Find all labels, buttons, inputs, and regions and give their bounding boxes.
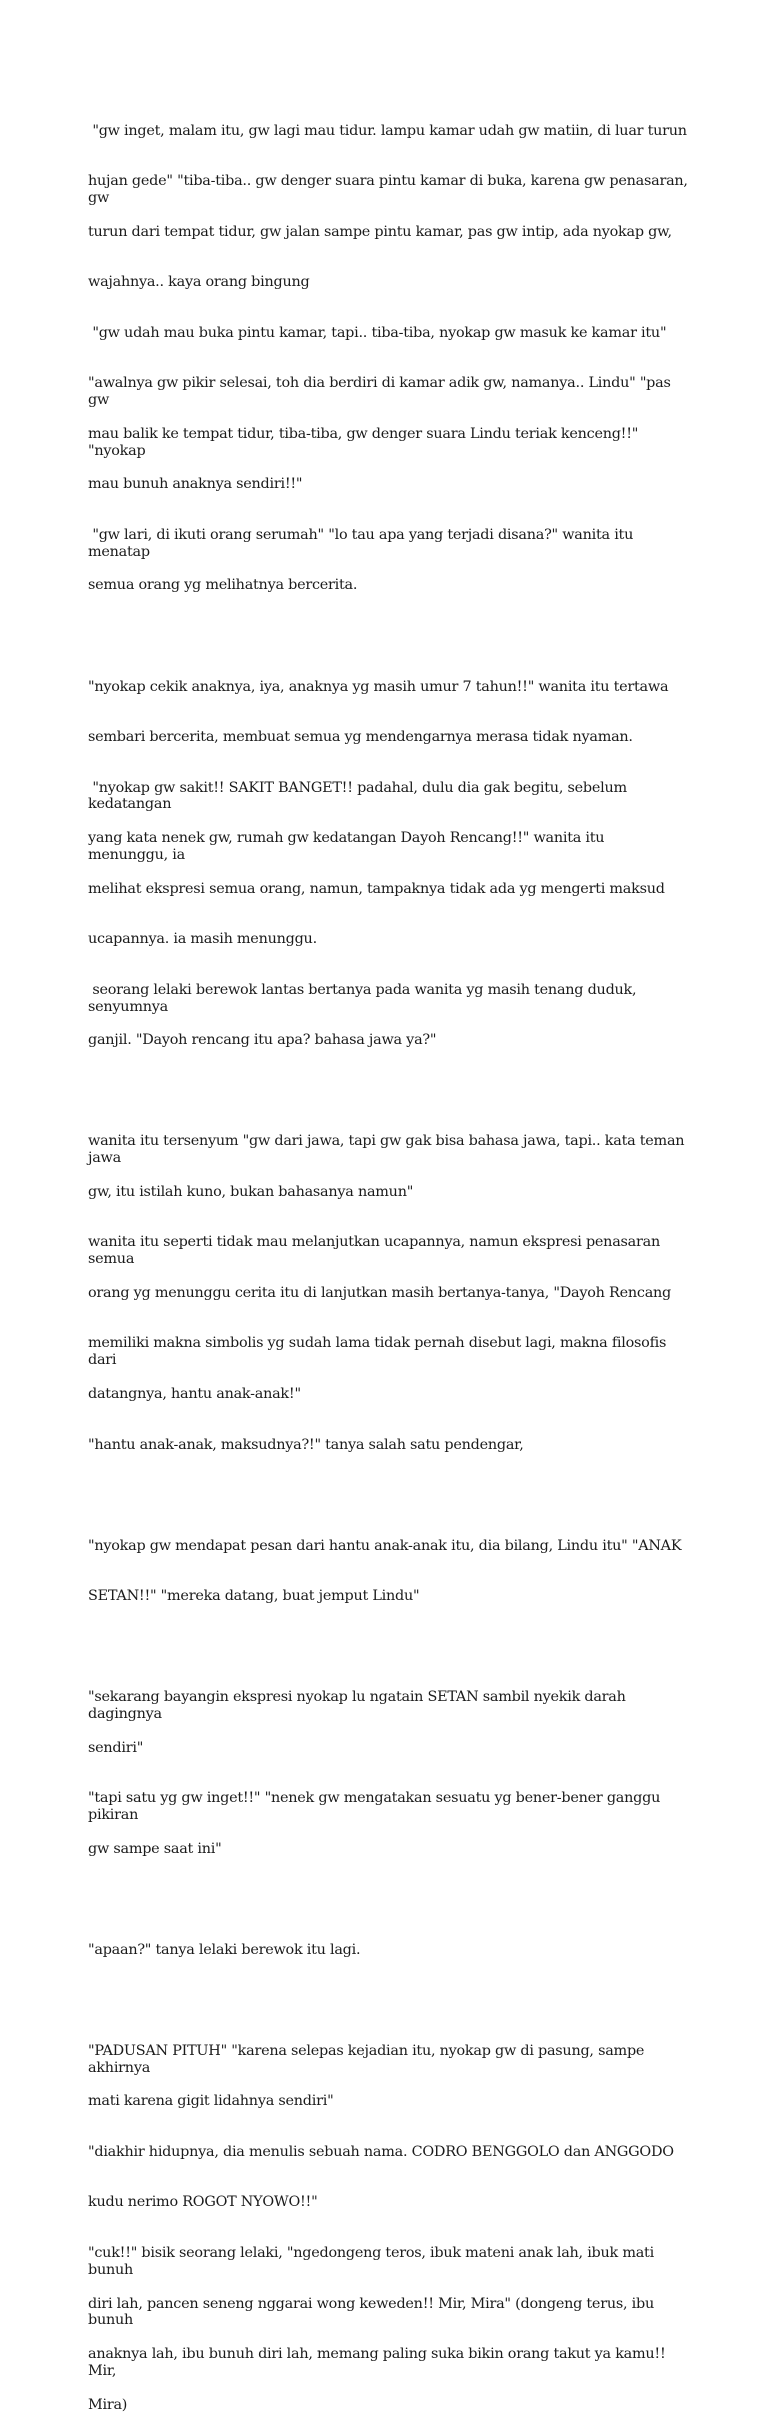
text-line: sembari bercerita, membuat semua yg mendengarnya merasa tidak nyaman. <box>88 729 633 746</box>
text-line: mati karena gigit lidahnya sendiri" <box>88 2093 334 2110</box>
paragraph-gap <box>88 628 688 645</box>
text-line: kudu nerimo ROGOT NYOWO!!" <box>88 2194 318 2211</box>
text-line: SETAN!!" "mereka datang, buat jemput Lindu" <box>88 1588 420 1605</box>
text-line: "sekarang bayangin ekspresi nyokap lu ngatain SETAN sambil nyekik darah dagingnya <box>88 1689 630 1722</box>
text-line: "gw lari, di ikuti orang serumah" "lo tau apa yang terjadi disana?" wanita itu menatap <box>88 526 638 560</box>
text-line: gw sampe saat ini" <box>88 1840 222 1857</box>
text-line: ucapannya. ia masih menunggu. <box>88 931 317 948</box>
paragraph-gap <box>88 1083 688 1100</box>
text-line: semua orang yg melihatnya bercerita. <box>88 577 358 594</box>
text-line: mau bunuh anaknya sendiri!!" <box>88 476 303 493</box>
text-line: wanita itu tersenyum "gw dari jawa, tapi gw gak bisa bahasa jawa, tapi.. kata teman jawa <box>88 1133 689 1167</box>
text-line: "gw inget, malam itu, gw lagi mau tidur. lampu kamar udah gw matiin, di luar turun <box>88 122 687 139</box>
text-line: melihat ekspresi semua orang, namun, tampaknya tidak ada yg mengerti maksud <box>88 880 665 897</box>
text-line: gw, itu istilah kuno, bukan bahasanya namun" <box>88 1183 414 1200</box>
text-line: "nyokap cekik anaknya, iya, anaknya yg masih umur 7 tahun!!" wanita itu tertawa <box>88 678 669 695</box>
text-line: wanita itu seperti tidak mau melanjutkan ucapannya, namun ekspresi penasaran semua <box>88 1234 665 1268</box>
text-line: anaknya lah, ibu bunuh diri lah, memang paling suka bikin orang takut ya kamu!! Mir, <box>88 2346 670 2379</box>
text-line: orang yg menunggu cerita itu di lanjutkan masih bertanya-tanya, "Dayoh Rencang <box>88 1284 672 1301</box>
text-line: "apaan?" tanya lelaki berewok itu lagi. <box>88 1941 361 1958</box>
text-line: diri lah, pancen seneng nggarai wong keweden!! Mir, Mira" (dongeng terus, ibu bunuh <box>88 2295 659 2329</box>
paragraph-gap <box>88 1487 688 1504</box>
text-line: sendiri" <box>88 1739 144 1756</box>
text-line: memiliki makna simbolis yg sudah lama tidak pernah disebut lagi, makna filosofis dari <box>88 1335 671 1369</box>
text-line: Mira) <box>88 2396 128 2413</box>
text-line: datangnya, hantu anak-anak!" <box>88 1385 301 1402</box>
text-line: "cuk!!" bisik seorang lelaki, "ngedongeng teros, ibuk mateni anak lah, ibuk mati bunuh <box>88 2245 659 2278</box>
text-line: "gw udah mau buka pintu kamar, tapi.. tiba-tiba, nyokap gw masuk ke kamar itu" <box>88 324 667 341</box>
text-line: "nyokap gw mendapat pesan dari hantu anak-anak itu, dia bilang, Lindu itu" "ANAK <box>88 1537 682 1554</box>
text-line: yang kata nenek gw, rumah gw kedatangan Dayoh Rencang!!" wanita itu menunggu, ia <box>88 830 609 863</box>
paragraph-gap <box>88 1639 688 1656</box>
text-line: turun dari tempat tidur, gw jalan sampe pintu kamar, pas gw intip, ada nyokap gw, <box>88 223 672 240</box>
document-body <box>88 89 693 2430</box>
text-line: hujan gede" "tiba-tiba.. gw denger suara pintu kamar di buka, karena gw penasaran, gw <box>88 173 693 207</box>
text-line: "PADUSAN PITUH" "karena selepas kejadian itu, nyokap gw di pasung, sampe akhirnya <box>88 2042 649 2076</box>
text-line: "nyokap gw sakit!! SAKIT BANGET!! padahal, dulu dia gak begitu, sebelum kedatangan <box>88 779 632 813</box>
paragraph-gap <box>88 1992 688 2009</box>
text-line: "tapi satu yg gw inget!!" "nenek gw mengatakan sesuatu yg bener-bener ganggu pikiran <box>88 1790 665 1824</box>
text-line: wajahnya.. kaya orang bingung <box>88 274 310 291</box>
paragraph-gap <box>88 1891 688 1908</box>
text-line: seorang lelaki berewok lantas bertanya pada wanita yg masih tenang duduk, senyumnya <box>88 981 641 1015</box>
text-line: "hantu anak-anak, maksudnya?!" tanya salah satu pendengar, <box>88 1436 524 1453</box>
text-line: "diakhir hidupnya, dia menulis sebuah nama. CODRO BENGGOLO dan ANGGODO <box>88 2143 674 2160</box>
text-line: "awalnya gw pikir selesai, toh dia berdiri di kamar adik gw, namanya.. Lindu" "pas gw <box>88 375 675 409</box>
text-line: mau balik ke tempat tidur, tiba-tiba, gw denger suara Lindu teriak kenceng!!" "nyokap <box>88 425 643 459</box>
text-line: ganjil. "Dayoh rencang itu apa? bahasa jawa ya?" <box>88 1032 437 1049</box>
